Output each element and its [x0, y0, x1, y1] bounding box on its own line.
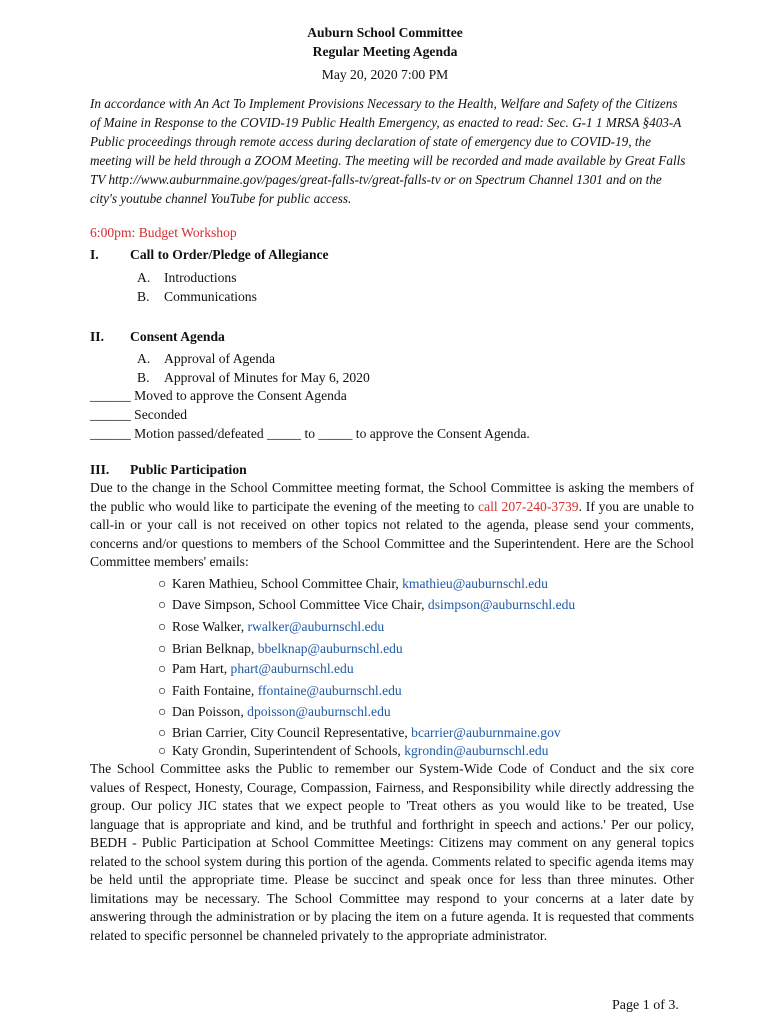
- member-item: [158, 724, 561, 743]
- bullet-circle-icon: ○: [158, 661, 167, 676]
- member-name: Rose Walker,: [172, 619, 248, 634]
- section-2-number: II.: [90, 329, 104, 344]
- section-2-item-a-letter: A.: [137, 351, 151, 366]
- motion-line-result: ______ Motion passed/defeated _____ to _____ to approve the Consent Agenda.: [90, 426, 530, 441]
- member-email-link[interactable]: bbelknap@auburnschl.edu: [257, 641, 403, 656]
- member-email-link[interactable]: bcarrier@auburnmaine.gov: [411, 725, 561, 740]
- page-title: Regular Meeting Agenda: [312, 44, 458, 59]
- member-item: [158, 742, 548, 761]
- section-3-number: III.: [90, 462, 110, 477]
- member-name: Karen Mathieu, School Committee Chair,: [172, 576, 403, 591]
- member-item: [158, 682, 402, 701]
- call-in-number: call 207-240-3739: [478, 498, 579, 514]
- meeting-datetime: May 20, 2020 7:00 PM: [321, 67, 449, 82]
- member-email-link[interactable]: ffontaine@auburnschl.edu: [257, 683, 402, 698]
- member-name: Brian Belknap,: [172, 641, 258, 656]
- member-item: [158, 703, 391, 722]
- member-name: Brian Carrier, City Council Representative,: [172, 725, 412, 740]
- section-2-item-a: Approval of Agenda: [164, 351, 275, 366]
- member-email-link[interactable]: dpoisson@auburnschl.edu: [247, 704, 391, 719]
- code-of-conduct-paragraph: The School Committee asks the Public to remember our System-Wide Code of Conduct and the six core values of Respect, Honesty, Courage, Compassion, Fairness, and Responsibility while directly addressing the group. Our policy JIC states that we expect people to 'Treat others as you would like to be treated, Use language that is appropriate and kind, and be truthful and forthright in speech and actions.' Per our policy, BEDH - Public Participation at School Committee Meetings: Citizens may comment on any general topics related to the school system during this portion of the agenda. Comments related to specific agenda items may be held until the appropriate time. Please be succinct and speak once for less than three minutes. Other limitations may be necessary. The School Committee may respond to your concerns at a later date by answering through the administration or by placing the item on a future agenda. It is requested that comments related to specific personnel be channeled privately to the appropriate administrator.: [90, 761, 694, 943]
- section-2-item-b: Approval of Minutes for May 6, 2020: [164, 370, 370, 385]
- section-1-number: I.: [90, 247, 99, 262]
- motion-line-moved: ______ Moved to approve the Consent Agenda: [90, 388, 347, 403]
- section-2-title: Consent Agenda: [130, 329, 225, 344]
- bullet-circle-icon: ○: [158, 619, 167, 634]
- budget-workshop: 6:00pm: Budget Workshop: [90, 225, 237, 240]
- member-name: Dan Poisson,: [172, 704, 248, 719]
- bullet-circle-icon: ○: [158, 725, 167, 740]
- bullet-circle-icon: ○: [158, 683, 167, 698]
- member-email-link[interactable]: dsimpson@auburnschl.edu: [427, 597, 576, 612]
- member-name: Faith Fontaine,: [172, 683, 258, 698]
- participation-text-before: Due to the change in the School Committee meeting format, the School Committee is asking the members of the public who would like to participate the evening of the meeting to: [90, 480, 694, 514]
- section-1-item-b-letter: B.: [137, 289, 150, 304]
- member-item: [158, 575, 548, 594]
- bullet-circle-icon: ○: [158, 743, 167, 758]
- section-1-title: Call to Order/Pledge of Allegiance: [130, 247, 329, 262]
- member-email-link[interactable]: kgrondin@auburnschl.edu: [404, 743, 549, 758]
- bullet-circle-icon: ○: [158, 641, 167, 656]
- member-email-link[interactable]: phart@auburnschl.edu: [230, 661, 354, 676]
- page-number: Page 1 of 3.: [612, 998, 679, 1013]
- section-3-title: Public Participation: [130, 462, 247, 477]
- member-name: Katy Grondin, Superintendent of Schools,: [172, 743, 405, 758]
- member-email-link[interactable]: kmathieu@auburnschl.edu: [402, 576, 548, 591]
- motion-line-seconded: ______ Seconded: [90, 407, 188, 422]
- member-item: [158, 618, 384, 637]
- intro-paragraph: In accordance with An Act To Implement Provisions Necessary to the Health, Welfare and Safety of the Citizens of Maine in Response to the COVID-19 Public Health Emergency, as enacted to read: Sec. G-1 1 MRSA §403-A Public proceedings through remote access during declaration of state of emergency due to COVID-19, the meeting will be held through a ZOOM Meeting. The meeting will be recorded and made available by Great Falls TV http://www.auburnmaine.gov/pages/great-falls-tv/great-falls-tv or on Spectrum Channel 1301 and on the city's youtube channel YouTube for public access.: [90, 96, 686, 206]
- section-1-item-b: Communications: [164, 289, 257, 304]
- section-2-item-b-letter: B.: [137, 370, 150, 385]
- member-email-link[interactable]: rwalker@auburnschl.edu: [247, 619, 385, 634]
- member-item: [158, 640, 403, 659]
- member-item: [158, 596, 575, 615]
- org-name: Auburn School Committee: [307, 25, 463, 40]
- member-item: [158, 660, 354, 679]
- member-name: Dave Simpson, School Committee Vice Chair,: [172, 597, 428, 612]
- section-1-item-a-letter: A.: [137, 270, 151, 285]
- participation-text-after: . If you are unable to call-in or your call is not received on other topics not related to the agenda, please send your comments, concerns and/or questions to members of the School Committee and the Superintendent. Here are the School Committee members' emails:: [90, 498, 694, 569]
- bullet-circle-icon: ○: [158, 576, 167, 591]
- public-participation-paragraph: [90, 479, 694, 572]
- member-name: Pam Hart,: [172, 661, 231, 676]
- section-1-item-a: Introductions: [164, 270, 237, 285]
- bullet-circle-icon: ○: [158, 704, 167, 719]
- bullet-circle-icon: ○: [158, 597, 167, 612]
